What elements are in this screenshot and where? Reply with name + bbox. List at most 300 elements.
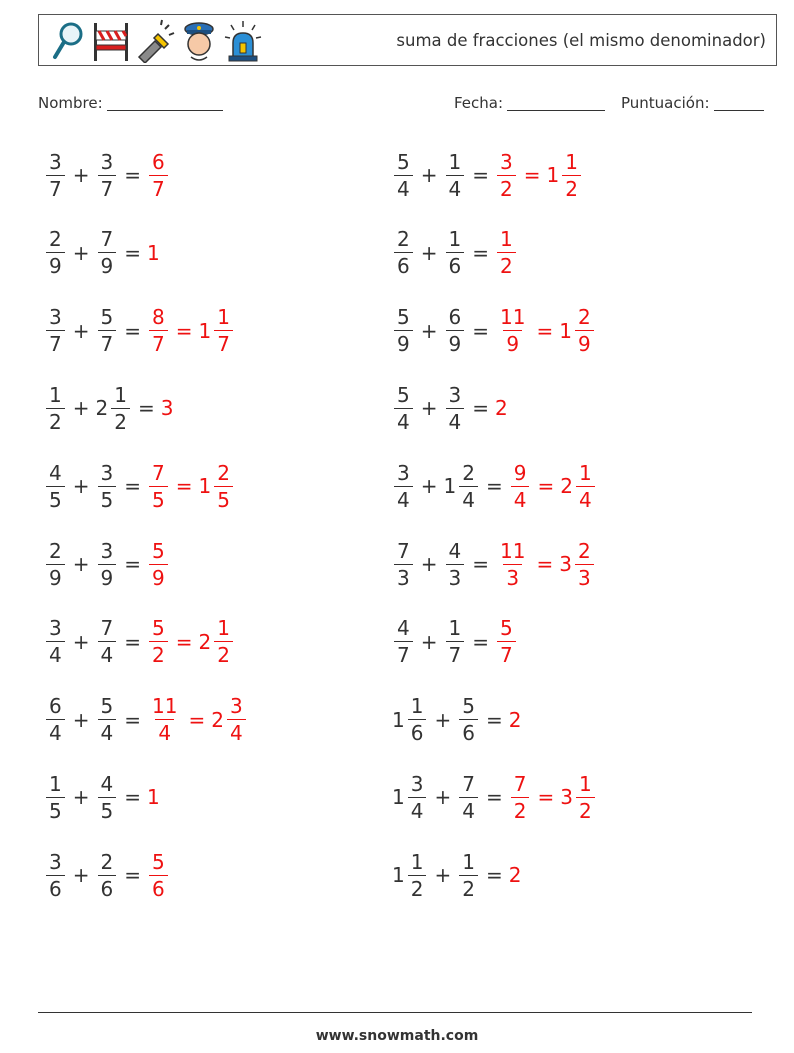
equals-sign: =	[175, 629, 193, 654]
operand	[392, 616, 415, 668]
problem-item	[392, 145, 583, 205]
plus-sign: +	[420, 396, 438, 421]
answer-term	[161, 396, 175, 420]
numerator: 4	[49, 460, 62, 485]
numerator: 5	[397, 305, 410, 330]
operand	[444, 382, 467, 434]
name-field	[38, 94, 223, 112]
equals-sign: =	[124, 318, 141, 343]
operand	[392, 538, 415, 590]
operand	[96, 694, 119, 746]
fraction	[214, 616, 233, 668]
numerator: 6	[152, 149, 165, 174]
numerator: 1	[448, 227, 462, 252]
fraction	[497, 616, 516, 668]
numerator: 3	[397, 460, 410, 485]
denominator: 4	[394, 486, 413, 510]
problem-item	[392, 378, 509, 438]
score-blank[interactable]	[714, 94, 764, 111]
problem-item	[44, 456, 235, 516]
operand	[96, 305, 119, 357]
plus-sign: +	[420, 552, 438, 576]
numerator: 5	[100, 694, 114, 719]
flashlight-icon	[135, 19, 175, 63]
plus-sign: +	[434, 863, 452, 888]
answer-term	[147, 849, 170, 901]
fraction	[98, 849, 117, 901]
answer-term	[198, 460, 235, 512]
denominator: 5	[98, 486, 117, 510]
whole-number: 1	[198, 474, 212, 499]
fraction	[459, 694, 478, 746]
fraction	[46, 771, 65, 823]
plus-sign: +	[72, 552, 90, 576]
numerator: 3	[410, 771, 424, 796]
numerator: 3	[100, 538, 114, 563]
numerator: 1	[500, 227, 513, 252]
operand	[392, 771, 428, 823]
equals-sign: =	[472, 318, 489, 343]
denominator: 4	[394, 408, 413, 432]
answer-term	[147, 616, 170, 668]
name-label: Nombre:	[38, 94, 103, 112]
worksheet-header	[38, 14, 777, 66]
answer-term	[495, 396, 509, 420]
date-label: Fecha:	[454, 94, 504, 112]
operand	[44, 616, 67, 668]
numerator: 7	[513, 771, 527, 796]
numerator: 1	[578, 771, 592, 796]
denominator: 2	[46, 408, 65, 432]
denominator: 6	[98, 875, 117, 899]
numerator: 3	[100, 149, 114, 174]
operand	[44, 227, 67, 279]
fraction	[446, 538, 465, 590]
answer-term	[495, 149, 518, 201]
whole-number: 2	[95, 396, 109, 421]
problem-item	[44, 378, 174, 438]
problem-item	[392, 223, 518, 283]
numerator: 5	[152, 849, 165, 874]
fraction	[46, 305, 65, 357]
problem-item	[392, 690, 522, 750]
operand	[44, 694, 67, 746]
equals-sign: =	[472, 240, 489, 265]
fraction	[394, 149, 413, 201]
operand	[444, 149, 467, 201]
fraction	[46, 694, 65, 746]
date-field	[454, 94, 605, 112]
denominator: 2	[497, 252, 516, 276]
equals-sign: =	[124, 552, 141, 576]
denominator: 4	[155, 719, 174, 743]
equals-sign: =	[472, 396, 489, 421]
numerator: 5	[500, 616, 513, 641]
denominator: 4	[511, 486, 530, 510]
numerator: 2	[49, 227, 62, 252]
denominator: 9	[149, 564, 168, 588]
operand	[443, 460, 480, 512]
fraction	[575, 305, 594, 357]
fraction	[394, 460, 413, 512]
numerator: 4	[397, 616, 410, 641]
numerator: 3	[49, 305, 62, 330]
answer-term	[211, 694, 247, 746]
numerator: 3	[49, 616, 62, 641]
fraction	[446, 382, 465, 434]
fraction	[149, 149, 168, 201]
numerator: 2	[49, 538, 62, 563]
denominator: 3	[446, 564, 465, 588]
denominator: 4	[394, 175, 413, 199]
denominator: 7	[46, 175, 65, 199]
denominator: 2	[459, 875, 478, 899]
problem-item	[44, 690, 248, 750]
fraction	[46, 227, 65, 279]
plus-sign: +	[420, 240, 438, 265]
denominator: 9	[98, 564, 117, 588]
fraction	[98, 305, 117, 357]
denominator: 7	[446, 641, 465, 665]
score-field	[621, 94, 764, 112]
denominator: 7	[98, 330, 117, 354]
fraction	[149, 694, 180, 746]
operand	[95, 382, 132, 434]
operand	[44, 460, 67, 512]
numerator: 4	[448, 538, 462, 563]
fraction	[408, 694, 427, 746]
operand	[457, 771, 480, 823]
fraction	[149, 538, 168, 590]
whole-number: 1	[546, 163, 560, 187]
equals-sign: =	[175, 318, 193, 343]
fraction	[497, 227, 516, 279]
equals-sign: =	[537, 474, 555, 499]
problem-item	[392, 612, 518, 672]
numerator: 5	[100, 305, 114, 330]
denominator: 7	[214, 330, 233, 354]
name-blank[interactable]	[107, 94, 223, 111]
operand	[392, 694, 428, 746]
answer-term	[546, 149, 583, 201]
plus-sign: +	[72, 318, 90, 343]
numerator: 3	[500, 149, 513, 174]
fraction	[497, 149, 516, 201]
operand	[392, 460, 415, 512]
answer-term	[509, 460, 532, 512]
operand	[392, 149, 415, 201]
equals-sign: =	[124, 785, 141, 810]
numerator: 5	[152, 616, 165, 641]
fraction	[511, 771, 530, 823]
denominator: 5	[46, 797, 65, 821]
siren-icon	[223, 19, 263, 63]
whole-number: 3	[559, 552, 572, 576]
date-blank[interactable]	[507, 94, 605, 111]
plus-sign: +	[72, 240, 90, 265]
answer-term	[495, 227, 518, 279]
denominator: 7	[98, 175, 117, 199]
equals-sign: =	[124, 474, 141, 499]
plus-sign: +	[72, 707, 90, 732]
denominator: 4	[459, 797, 478, 821]
denominator: 6	[446, 252, 465, 276]
police-officer-icon	[179, 19, 219, 63]
equals-sign: =	[536, 318, 554, 343]
answer-term	[509, 771, 532, 823]
answer-term	[559, 305, 595, 357]
whole-number: 3	[560, 785, 573, 810]
answer-term	[509, 863, 523, 887]
problem-item	[44, 145, 170, 205]
fraction	[497, 305, 528, 357]
answer-term	[198, 616, 235, 668]
numerator: 2	[100, 849, 114, 874]
operand	[96, 149, 119, 201]
answer-term	[560, 771, 596, 823]
plus-sign: +	[420, 474, 438, 499]
numerator: 3	[229, 694, 243, 719]
denominator: 7	[497, 641, 516, 665]
numerator: 11	[500, 305, 526, 330]
whole-number: 1	[559, 318, 572, 343]
numerator: 1	[217, 616, 230, 641]
denominator: 7	[149, 330, 168, 354]
magnifier-icon	[47, 19, 87, 63]
answer-term	[147, 694, 182, 746]
score-label: Puntuación:	[621, 94, 710, 112]
problem-item	[44, 223, 161, 283]
numerator: 11	[152, 694, 178, 719]
numerator: 2	[462, 460, 475, 485]
equals-sign: =	[137, 396, 155, 421]
footer-url: www.snowmath.com	[315, 1028, 479, 1044]
whole-number: 1	[443, 474, 457, 499]
fraction	[459, 460, 478, 512]
numerator: 3	[49, 149, 62, 174]
denominator: 2	[111, 408, 130, 432]
numerator: 1	[217, 305, 230, 330]
operand	[96, 227, 119, 279]
answer-term	[509, 708, 523, 732]
denominator: 7	[149, 175, 168, 199]
numerator: 1	[448, 616, 462, 641]
operand	[96, 849, 119, 901]
fraction	[149, 849, 168, 901]
denominator: 9	[503, 330, 522, 354]
operand	[44, 149, 67, 201]
whole-number: 1	[147, 785, 160, 810]
plus-sign: +	[434, 785, 452, 810]
answer-term	[147, 305, 170, 357]
equals-sign: =	[124, 163, 141, 187]
denominator: 9	[46, 252, 65, 276]
problem-item	[392, 767, 597, 827]
fraction	[98, 538, 117, 590]
fraction	[408, 849, 427, 901]
denominator: 3	[394, 564, 413, 588]
fraction	[46, 149, 65, 201]
operand	[44, 305, 67, 357]
plus-sign: +	[420, 163, 438, 187]
numerator: 1	[462, 849, 475, 874]
numerator: 2	[577, 538, 591, 563]
numerator: 1	[448, 149, 462, 174]
operand	[96, 771, 119, 823]
plus-sign: +	[72, 396, 90, 421]
denominator: 4	[98, 641, 117, 665]
fraction	[46, 849, 65, 901]
operand	[44, 382, 67, 434]
numerator: 7	[100, 227, 114, 252]
answer-term	[559, 538, 595, 590]
equals-sign: =	[188, 707, 206, 732]
whole-number: 1	[392, 707, 405, 732]
fraction	[576, 771, 595, 823]
operand	[444, 305, 467, 357]
equals-sign: =	[537, 785, 555, 810]
fraction	[98, 616, 117, 668]
fraction	[214, 460, 233, 512]
numerator: 7	[100, 616, 114, 641]
denominator: 2	[214, 641, 233, 665]
denominator: 4	[446, 408, 465, 432]
equals-sign: =	[485, 863, 503, 888]
fraction	[446, 227, 465, 279]
numerator: 5	[152, 538, 165, 563]
whole-number: 2	[560, 474, 573, 499]
equals-sign: =	[124, 240, 141, 265]
numerator: 6	[49, 694, 62, 719]
equals-sign: =	[472, 629, 489, 654]
answer-term	[495, 305, 530, 357]
denominator: 3	[503, 564, 522, 588]
equals-sign: =	[536, 552, 554, 576]
denominator: 2	[562, 175, 581, 199]
equals-sign: =	[124, 707, 141, 732]
numerator: 11	[500, 538, 526, 563]
fraction	[459, 849, 478, 901]
numerator: 8	[152, 305, 165, 330]
fraction	[46, 616, 65, 668]
fraction	[562, 149, 581, 201]
plus-sign: +	[72, 163, 90, 187]
problem-item	[392, 534, 596, 594]
operand	[457, 694, 480, 746]
numerator: 5	[397, 382, 410, 407]
denominator: 6	[46, 875, 65, 899]
denominator: 5	[46, 486, 65, 510]
numerator: 3	[448, 382, 462, 407]
answer-term	[147, 241, 161, 265]
answer-term	[147, 538, 170, 590]
answer-term	[560, 460, 596, 512]
numerator: 7	[152, 460, 165, 485]
numerator: 2	[217, 460, 230, 485]
equals-sign: =	[485, 474, 503, 499]
header-icons	[47, 19, 263, 63]
denominator: 9	[446, 330, 465, 354]
numerator: 7	[397, 538, 410, 563]
problem-item	[44, 845, 170, 905]
fraction	[98, 227, 117, 279]
fraction	[149, 305, 168, 357]
operand	[392, 849, 428, 901]
fraction	[227, 694, 246, 746]
numerator: 1	[565, 149, 578, 174]
operand	[44, 771, 67, 823]
equals-sign: =	[485, 707, 503, 732]
denominator: 4	[576, 486, 595, 510]
operand	[44, 538, 67, 590]
problem-item	[392, 845, 522, 905]
problem-item	[44, 612, 235, 672]
fraction	[98, 771, 117, 823]
equals-sign: =	[175, 474, 193, 499]
numerator: 1	[410, 694, 424, 719]
denominator: 9	[46, 564, 65, 588]
answer-term	[147, 785, 161, 809]
operand	[392, 227, 415, 279]
whole-number: 2	[495, 396, 508, 421]
numerator: 6	[448, 305, 462, 330]
whole-number: 1	[392, 785, 405, 810]
fraction	[46, 538, 65, 590]
denominator: 6	[394, 252, 413, 276]
denominator: 6	[149, 875, 168, 899]
numerator: 9	[513, 460, 527, 485]
operand	[444, 616, 467, 668]
operand	[444, 538, 467, 590]
equals-sign: =	[472, 163, 489, 187]
fraction	[214, 305, 233, 357]
numerator: 1	[114, 382, 127, 407]
worksheet-title: suma de fracciones (el mismo denominador)	[396, 31, 766, 50]
numerator: 5	[397, 149, 410, 174]
denominator: 4	[46, 641, 65, 665]
fraction	[149, 616, 168, 668]
answer-term	[495, 538, 530, 590]
denominator: 7	[46, 330, 65, 354]
fraction	[394, 538, 413, 590]
denominator: 9	[575, 330, 594, 354]
operand	[457, 849, 480, 901]
operand	[392, 382, 415, 434]
operand	[96, 538, 119, 590]
operand	[96, 616, 119, 668]
fraction	[459, 771, 478, 823]
fraction	[394, 382, 413, 434]
equals-sign: =	[523, 163, 541, 187]
fraction	[46, 382, 65, 434]
fraction	[98, 149, 117, 201]
numerator: 2	[397, 227, 410, 252]
numerator: 3	[100, 460, 114, 485]
problem-item	[44, 767, 161, 827]
plus-sign: +	[420, 318, 438, 343]
fraction	[575, 538, 594, 590]
fraction	[111, 382, 130, 434]
answer-term	[495, 616, 518, 668]
operand	[444, 227, 467, 279]
equals-sign: =	[485, 785, 503, 810]
denominator: 5	[214, 486, 233, 510]
whole-number: 2	[211, 707, 224, 732]
denominator: 6	[408, 719, 427, 743]
numerator: 1	[49, 382, 62, 407]
problem-item	[44, 301, 235, 361]
whole-number: 2	[508, 707, 522, 732]
